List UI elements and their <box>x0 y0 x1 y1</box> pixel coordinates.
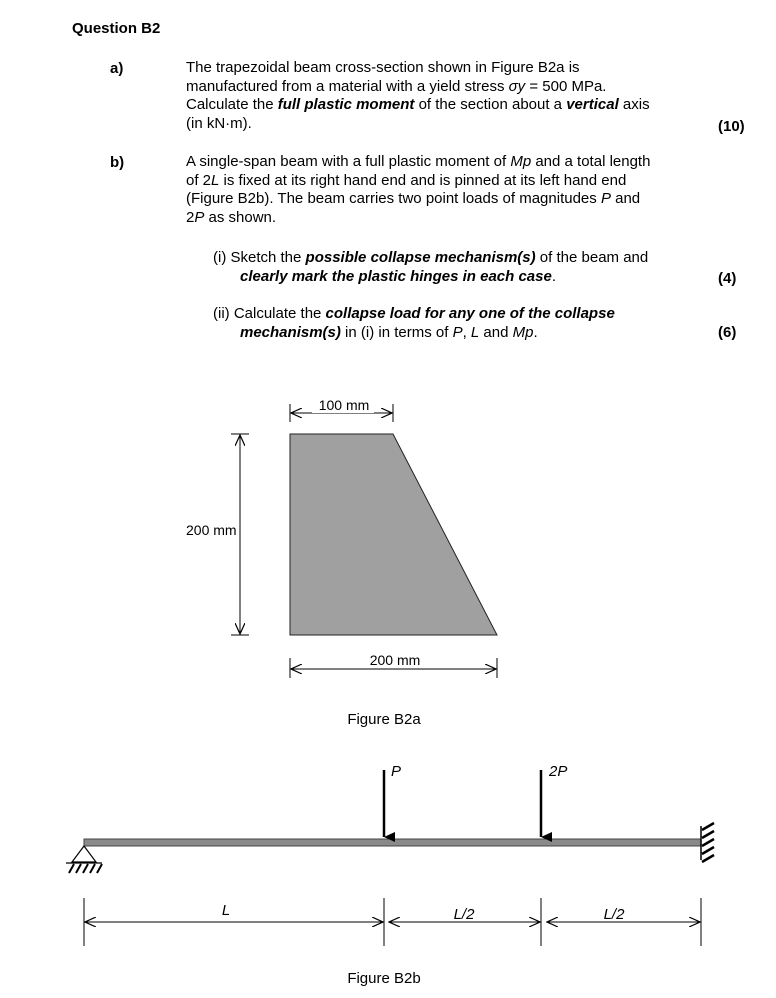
part-a-line-1: The trapezoidal beam cross-section shown in Figure B2a is <box>186 59 580 76</box>
span-3-label: L/2 <box>603 906 625 923</box>
sub-i-line-2: clearly mark the plastic hinges in each case. <box>240 267 556 285</box>
span-2-label: L/2 <box>453 906 475 923</box>
part-b-line-4: 2P as shown. <box>186 208 277 226</box>
part-b-line-2: of 2L is fixed at its right hand end and is pinned at its left hand end <box>186 171 627 189</box>
figure-b2b-caption: Figure B2b <box>347 970 421 987</box>
sub-ii-text <box>213 305 713 342</box>
sub-ii-marks: (6) <box>718 324 737 341</box>
pinned-support <box>66 846 102 873</box>
sub-i-line-1: (i) Sketch the possible collapse mechanism(s) of the beam and <box>213 249 649 266</box>
part-a-line-3: Calculate the full plastic moment of the section about a vertical axis <box>186 96 650 113</box>
part-a-line-2: manufactured from a material with a yield stress σy = 500 MPa. <box>186 77 607 95</box>
top-dim-label: 100 mm <box>318 397 370 413</box>
load-2p-label: 2P <box>549 763 568 780</box>
figure-b2a <box>0 380 776 740</box>
sub-ii-line-1: (ii) Calculate the collapse load for any one of the collapse <box>213 305 615 322</box>
load-p-label: P <box>391 763 402 780</box>
sub-i-text <box>213 249 713 286</box>
sub-i-marks: (4) <box>718 270 737 287</box>
figure-b2a-caption: Figure B2a <box>347 711 421 728</box>
part-b-line-1: A single-span beam with a full plastic moment of Mp and a total length <box>186 153 651 170</box>
bottom-dim-label: 200 mm <box>369 652 421 668</box>
beam <box>84 839 701 846</box>
part-a-line-4: (in kN·m). <box>186 114 252 132</box>
part-a-marks: (10) <box>718 118 745 135</box>
part-a-label: a) <box>110 60 124 77</box>
span-1-label: L <box>221 902 231 919</box>
trapezoid-section <box>290 434 497 635</box>
part-b-text <box>186 153 706 227</box>
question-title: Question B2 <box>72 20 161 37</box>
part-b-label: b) <box>110 154 125 171</box>
sub-ii-line-2: mechanism(s) in (i) in terms of P, L and Mp. <box>240 323 538 341</box>
figure-b2b <box>0 750 776 998</box>
height-dim-label: 200 mm <box>186 522 237 538</box>
fixed-support <box>701 823 714 862</box>
part-a-text <box>186 59 706 133</box>
part-b-line-3: (Figure B2b). The beam carries two point loads of magnitudes P and <box>186 190 641 207</box>
